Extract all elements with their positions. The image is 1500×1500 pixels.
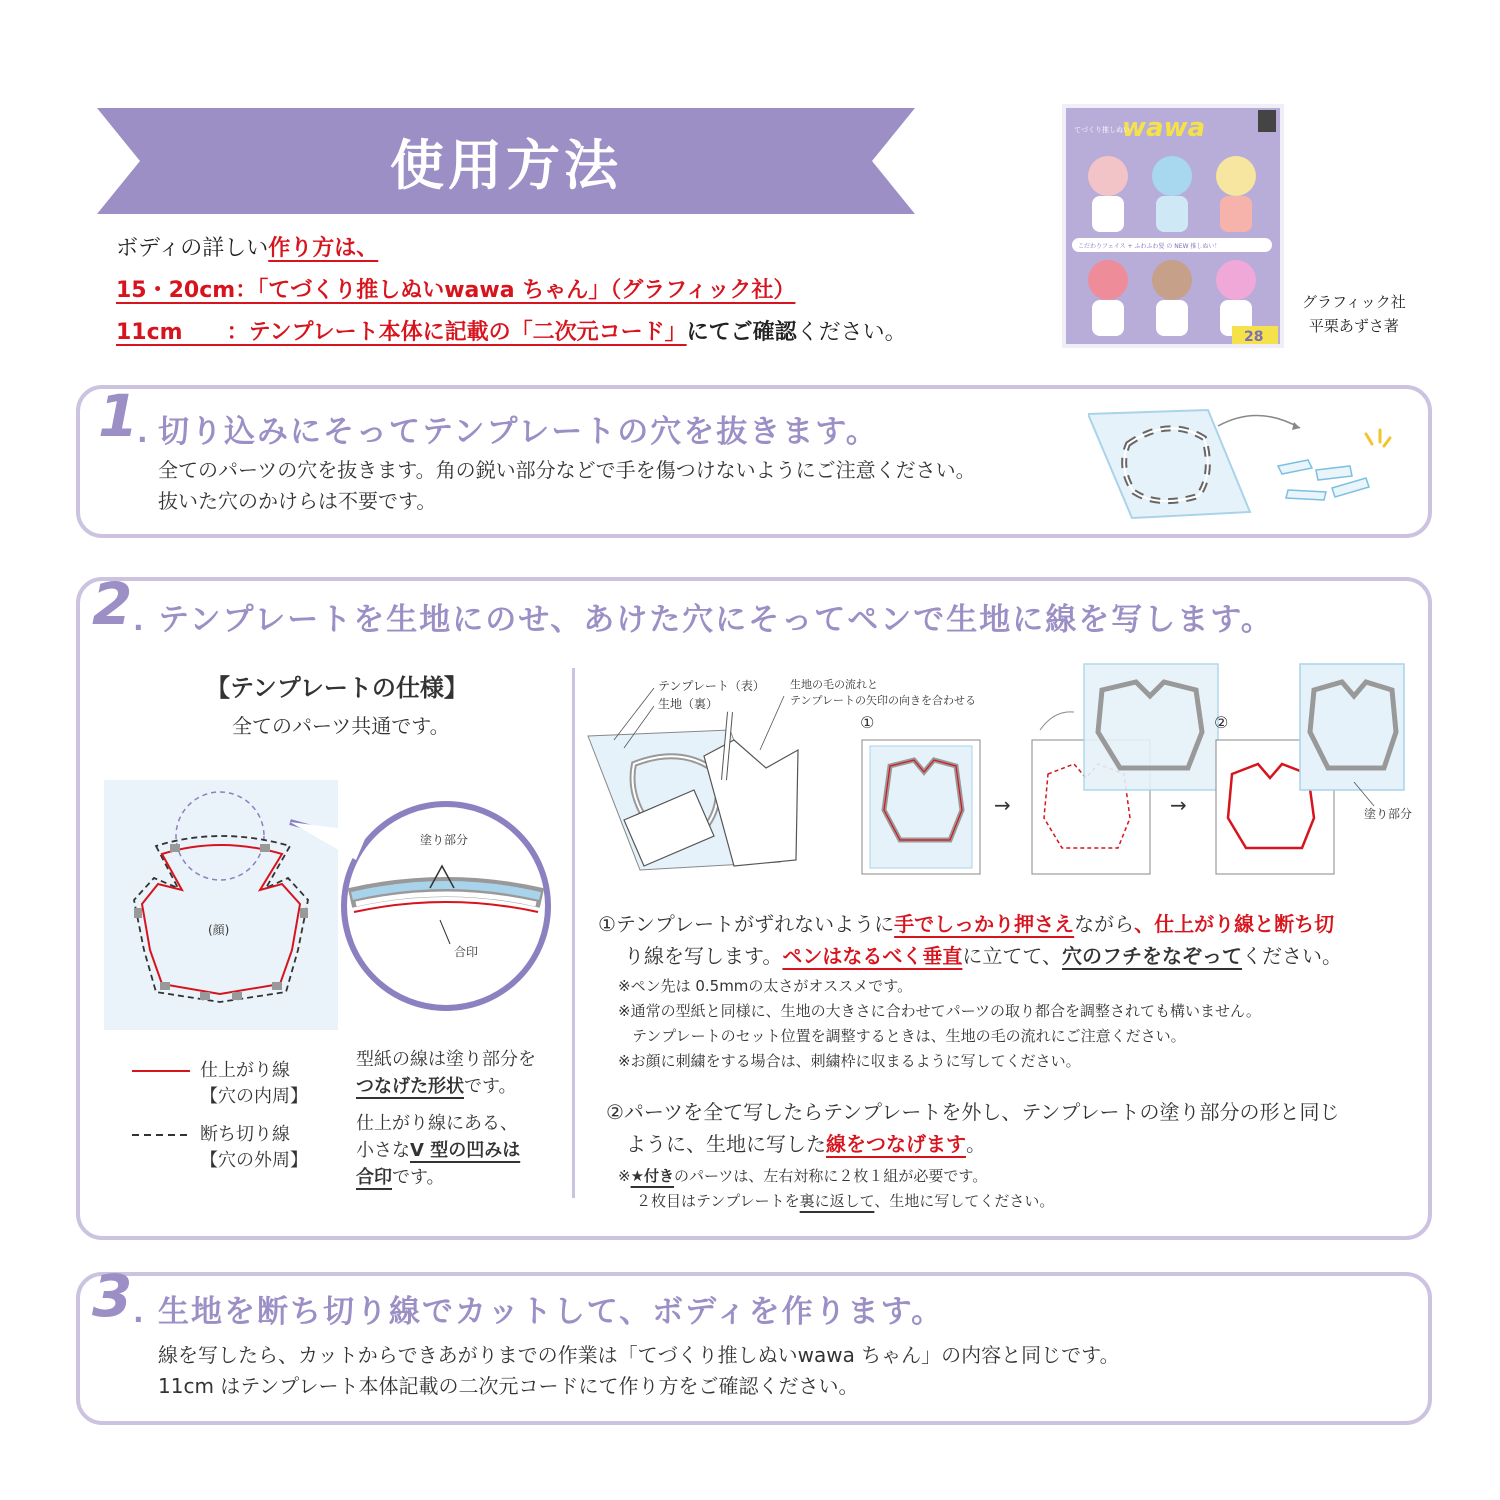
- tracing-diagram: [584, 660, 1420, 880]
- legend-cut-line: [132, 1130, 192, 1140]
- step1-dot: .: [137, 416, 148, 449]
- spec-subtitle: 全てのパーツ共通です。: [232, 714, 450, 738]
- step1-body: 全てのパーツの穴を抜きます。角の鋭い部分などで手を傷つけないようにご注意ください。 抜いた穴のかけらは不要です。: [158, 458, 976, 513]
- face-template-diagram: [104, 780, 564, 1040]
- step3-number: 3: [92, 1262, 133, 1330]
- column-divider: [572, 668, 575, 1198]
- intro-text: ボディの詳しい作り方は、 15・20cm：「てづくり推しぬいwawa ちゃん」（グラフィック社） 11cm ：テンプレート本体に記載の「二次元コード」にてご確認ください。: [116, 236, 907, 345]
- svg-text:塗り部分: 塗り部分: [1364, 807, 1413, 821]
- svg-text:②: ②: [1214, 713, 1229, 732]
- step1-number: 1: [98, 382, 139, 450]
- svg-text:生地（裏）: 生地（裏）: [658, 697, 719, 711]
- svg-text:合印: 合印: [454, 945, 479, 959]
- step1-illustration: [1088, 404, 1408, 524]
- svg-text:テンプレートの矢印の向きを合わせる: テンプレートの矢印の向きを合わせる: [790, 694, 977, 707]
- legend-finish-label: 仕上がり線 【穴の内周】: [200, 1060, 308, 1107]
- svg-text:生地の毛の流れと: 生地の毛の流れと: [790, 678, 878, 691]
- instruction1: ①テンプレートがずれないように手でしっかり押さえながら、仕上がり線と断ち切 り線を写します。ペンはなるべく垂直に立てて、穴のフチをなぞってください。: [598, 912, 1343, 968]
- svg-text:テンプレート（表）: テンプレート（表）: [658, 679, 765, 693]
- step2-number: 2: [92, 570, 133, 638]
- step3-dot: .: [133, 1296, 144, 1329]
- book-cover-image: [1062, 104, 1284, 348]
- spec-note2: 仕上がり線にある、 小さなV 型の凹みは 合印です。: [356, 1113, 521, 1188]
- svg-text:→: →: [1170, 793, 1187, 817]
- svg-text:28: 28: [1244, 329, 1264, 345]
- step3-title: 生地を断ち切り線でカットして、ボディを作ります。: [158, 1294, 945, 1330]
- spec-note1: 型紙の線は塗り部分を つなげた形状です。: [356, 1049, 536, 1097]
- book-caption: グラフィック社 平栗あずさ著: [1302, 293, 1406, 335]
- step1-title: 切り込みにそってテンプレートの穴を抜きます。: [158, 414, 879, 450]
- instruction2: ②パーツを全て写したらテンプレートを外し、テンプレートの塗り部分の形と同じ ように、生地に写した線をつなげます。: [606, 1100, 1340, 1156]
- legend-finish-line: [132, 1066, 192, 1076]
- spec-title: 【テンプレートの仕様】: [206, 674, 468, 702]
- svg-text:wawa: wawa: [1122, 113, 1206, 143]
- page-title: 使用方法: [390, 133, 622, 197]
- step2-title: テンプレートを生地にのせ、あけた穴にそってペンで生地に線を写します。: [158, 602, 1274, 638]
- step2-dot: .: [133, 604, 144, 637]
- svg-text:てづくり推しぬい: てづくり推しぬい: [1074, 126, 1130, 134]
- svg-text:①: ①: [860, 713, 875, 732]
- svg-text:(顔): (顔): [208, 923, 230, 937]
- notes-list-1: ※ペン先は 0.5mmの太さがオススメです。 ※通常の型紙と同様に、生地の大きさに合わせてパーツの取り都合を調整されても構いません。 テンプレートのセット位置を調整するときは、生地の毛の流れにご注意ください。 ※お顔に刺繍をする場合は、刺繍枠に収まるように写してください。: [618, 977, 1261, 1070]
- legend-cut-label: 断ち切り線 【穴の外周】: [200, 1124, 308, 1171]
- step3-body: 線を写したら、カットからできあがりまでの作業は「てづくり推しぬいwawa ちゃん」の内容と同じです。 11cm はテンプレート本体記載の二次元コードにて作り方をご確認ください。: [158, 1343, 1120, 1398]
- svg-text:塗り部分: 塗り部分: [420, 833, 469, 847]
- notes-list-2: ※★付きのパーツは、左右対称に２枚１組が必要です。 ２枚目はテンプレートを裏に返して、生地に写してください。: [618, 1167, 1055, 1210]
- svg-text:→: →: [994, 793, 1011, 817]
- svg-text:こだわりフェイス + ふわふわ髪 の NEW 推しぬい！: こだわりフェイス + ふわふわ髪 の NEW 推しぬい！: [1078, 243, 1221, 250]
